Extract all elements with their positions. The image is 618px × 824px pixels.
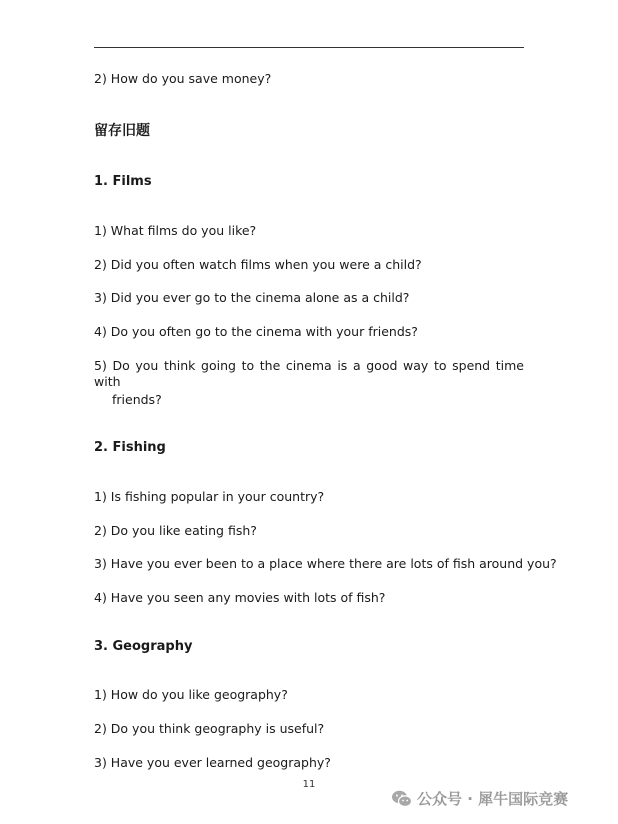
question-item: 5) Do you think going to the cinema is a good way to spend time with	[94, 358, 524, 389]
question-item: 3) Did you ever go to the cinema alone as a child?	[94, 290, 410, 305]
page-number: 11	[302, 779, 316, 790]
question-item: 3) Have you ever been to a place where there are lots of fish around you?	[94, 556, 557, 571]
question-item: 3) Have you ever learned geography?	[94, 755, 331, 770]
watermark	[391, 788, 568, 809]
section-title: 留存旧题	[94, 123, 150, 139]
question-item: 2) Do you like eating fish?	[94, 523, 257, 538]
question-item: 2) Did you often watch films when you were a child?	[94, 257, 422, 272]
question-item-continuation: friends?	[112, 392, 162, 407]
question-item: 1) What films do you like?	[94, 223, 257, 238]
question-save-money: 2) How do you save money?	[94, 71, 272, 86]
watermark-text: 公众号 · 犀牛国际竞赛	[417, 790, 569, 808]
topic-heading-geography: 3. Geography	[94, 639, 193, 654]
question-item: 1) Is fishing popular in your country?	[94, 489, 325, 504]
question-item: 4) Have you seen any movies with lots of fish?	[94, 590, 386, 605]
question-item: 2) Do you think geography is useful?	[94, 721, 325, 736]
wechat-icon	[391, 789, 413, 809]
header-rule	[94, 47, 524, 48]
topic-heading-fishing: 2. Fishing	[94, 440, 166, 455]
question-item: 4) Do you often go to the cinema with your friends?	[94, 324, 418, 339]
topic-heading-films: 1. Films	[94, 174, 152, 189]
question-item: 1) How do you like geography?	[94, 687, 288, 702]
